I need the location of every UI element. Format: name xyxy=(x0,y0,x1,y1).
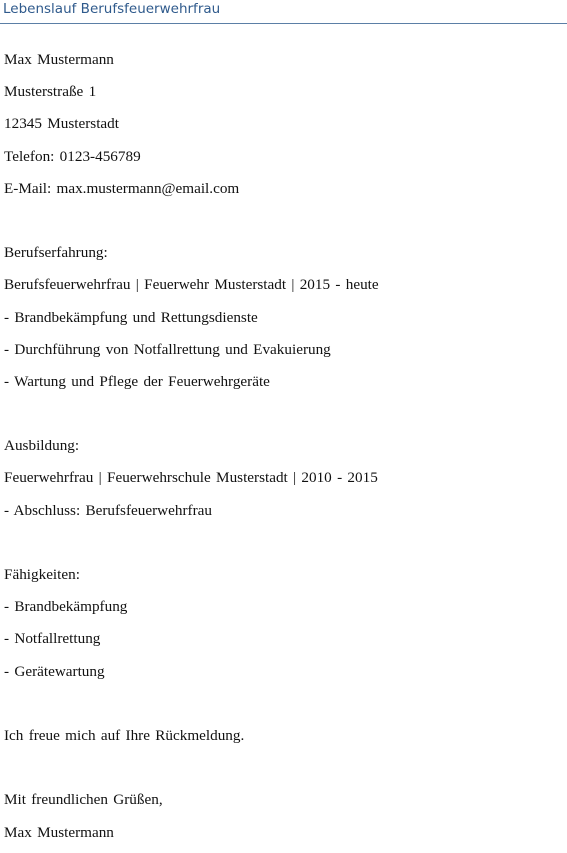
contact-block xyxy=(4,48,564,209)
skills-item: - Notfallrettung xyxy=(4,630,101,648)
education-heading: Ausbildung: xyxy=(4,437,80,455)
skills-section xyxy=(4,563,564,692)
closing-greeting: Mit freundlichen Grüßen, xyxy=(4,791,163,809)
spacer xyxy=(4,209,564,241)
contact-name: Max Mustermann xyxy=(4,51,114,68)
experience-position: Berufsfeuerwehrfrau | Feuerwehr Musterstadt | 2015 - heute xyxy=(4,276,379,294)
skills-item: - Brandbekämpfung xyxy=(4,598,128,616)
contact-email: E-Mail: max.mustermann@email.com xyxy=(4,179,240,197)
contact-phone: Telefon: 0123-456789 xyxy=(4,147,141,165)
document-body xyxy=(4,48,564,853)
closing-signature: Max Mustermann xyxy=(4,823,114,841)
closing-message: Ich freue mich auf Ihre Rückmeldung. xyxy=(4,726,245,744)
education-item: - Abschluss: Berufsfeuerwehrfrau xyxy=(4,501,212,519)
closing-section xyxy=(4,724,564,853)
education-entry: Feuerwehrfrau | Feuerwehrschule Musterstadt | 2010 - 2015 xyxy=(4,469,378,487)
education-section xyxy=(4,434,564,531)
skills-item: - Gerätewartung xyxy=(4,662,105,680)
spacer xyxy=(4,402,564,434)
contact-street: Musterstraße 1 xyxy=(4,83,97,101)
spacer xyxy=(4,692,564,724)
page-header xyxy=(0,0,567,24)
experience-item: - Brandbekämpfung und Rettungsdienste xyxy=(4,308,258,326)
skills-heading: Fähigkeiten: xyxy=(4,566,80,583)
spacer xyxy=(4,531,564,563)
spacer xyxy=(4,756,564,788)
experience-item: - Durchführung von Notfallrettung und Evakuierung xyxy=(4,340,331,358)
header-title: Lebenslauf Berufsfeuerwehrfrau xyxy=(3,1,221,17)
experience-section xyxy=(4,241,564,402)
experience-item: - Wartung und Pflege der Feuerwehrgeräte xyxy=(4,372,270,390)
contact-city: 12345 Musterstadt xyxy=(4,115,119,133)
experience-heading: Berufserfahrung: xyxy=(4,244,108,262)
